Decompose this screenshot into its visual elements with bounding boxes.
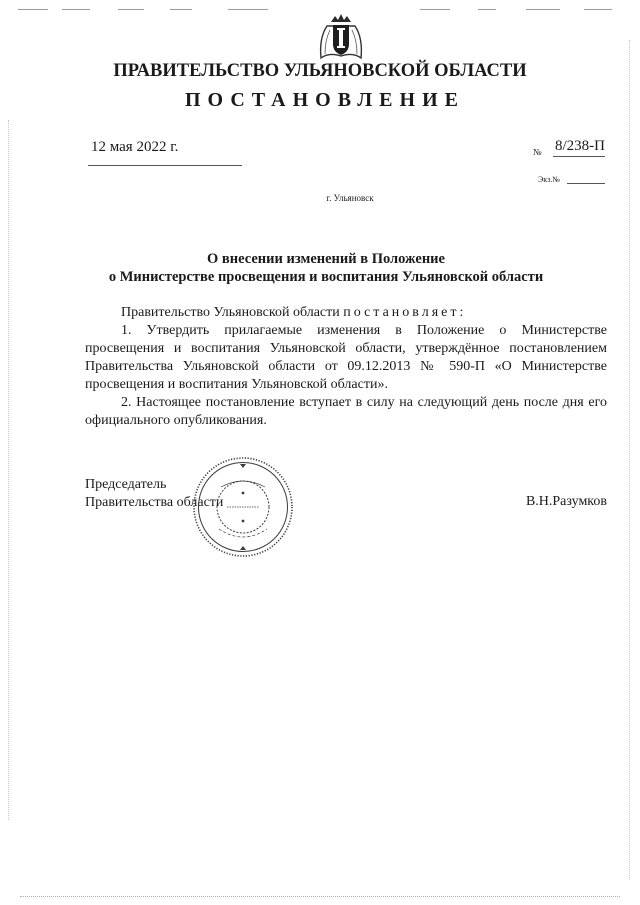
paragraph-1: 1. Утвердить прилагаемые изменения в Положение о Министерстве просвещения и воспитания Ульяновской области, утверждённое постановлением Правительства Ульяновской области от 09.12.2013 № 590-П «О Министерстве просвещения и воспитания Ульяновской области». [85,323,607,392]
scan-border-top [0,0,640,14]
signer-name: В.Н.Разумков [525,494,607,509]
document-number: 8/238-П [553,138,605,157]
scan-border-bottom [20,896,620,899]
copy-number-label: Экз.№ [538,175,560,184]
government-title: ПРАВИТЕЛЬСТВО УЛЬЯНОВСКОЙ ОБЛАСТИ [113,61,527,81]
paragraph-2: 2. Настоящее постановление вступает в силу на следующий день после дня его официального опубликования. [85,395,607,428]
round-seal-stamp [191,455,295,564]
coat-of-arms-icon [317,14,365,65]
date-underline [88,165,242,166]
document-type: ПОСТАНОВЛЕНИЕ [185,89,465,111]
intro-verb: постановляет: [343,305,467,320]
document-body [85,304,607,430]
document-date: 12 мая 2022 г. [91,139,179,155]
signature-line-1: Председатель [85,477,167,492]
intro-paragraph [85,304,607,322]
city: г. Ульяновск [326,193,374,203]
document-heading [60,250,592,286]
copy-number-line [567,183,605,184]
scan-edge-left [8,120,10,820]
intro-text: Правительство Ульяновской области [121,305,340,320]
heading-line-2: о Министерстве просвещения и воспитания Ульяновской области [108,269,544,285]
scan-edge-right [629,40,631,880]
signature-line-2: Правительства области [85,495,224,510]
number-sign: № [533,147,542,157]
heading-line-1: О внесении изменений в Положение [207,251,445,267]
